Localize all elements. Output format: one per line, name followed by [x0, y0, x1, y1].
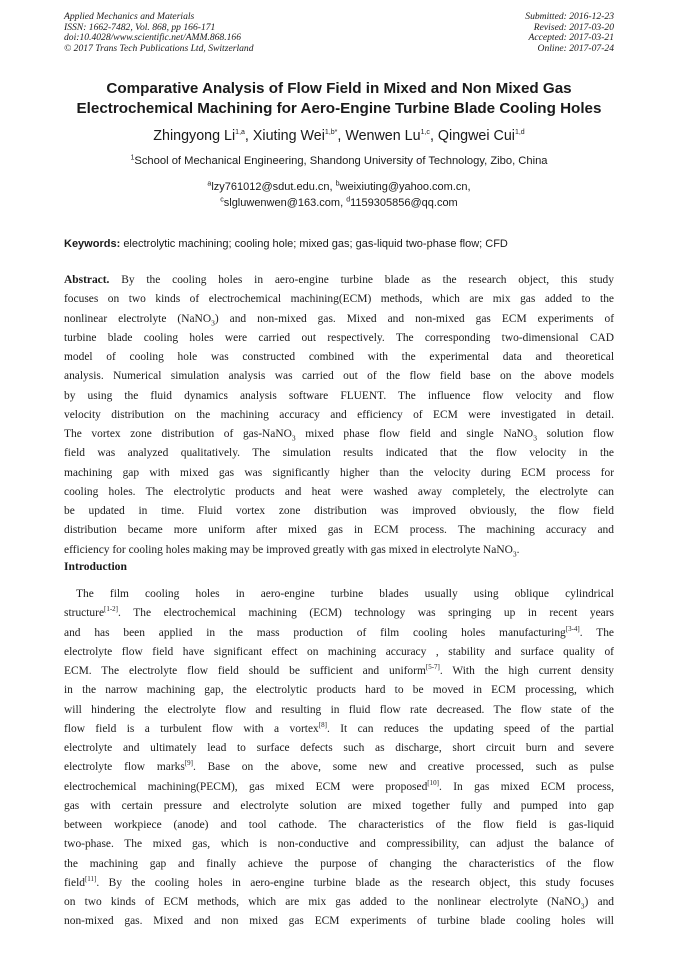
- date-online: Online: 2017-07-24: [537, 42, 614, 54]
- intro-line: the machining gap and finally achieve the purpose of changing the characteristics of the flow: [64, 857, 614, 870]
- date-accepted: Accepted: 2017-03-21: [528, 32, 614, 44]
- keywords-label: Keywords:: [64, 238, 121, 250]
- intro-line: [64, 624, 614, 643]
- abstract-line: model of cooling hole was constructed combined with the experimental data and theoretical: [64, 351, 614, 363]
- author-name: Wenwen Lu: [345, 128, 421, 144]
- intro-line: two-phase. The mixed gas, which is non-conductive and compressibility, can adjust the balance of: [64, 838, 614, 851]
- intro-line: non-mixed gas. Mixed and non mixed gas ECM experiments of turbine blade cooling holes will: [64, 915, 614, 928]
- abstract: [64, 271, 614, 560]
- citation: [10]: [427, 778, 439, 787]
- citation: [5-7]: [425, 663, 440, 672]
- email-b: weixiuting@yahoo.com.cn,: [339, 181, 471, 193]
- subscript: 3: [580, 901, 585, 911]
- intro-line: between workpiece (anode) and tool cathode. The characteristics of the flow field is gas-liquid: [64, 819, 614, 831]
- abstract-text: .: [516, 543, 520, 556]
- journal-issn: ISSN: 1662-7482, Vol. 868, pp 166-171: [64, 21, 216, 33]
- keywords-text: electrolytic machining; cooling hole; mixed gas; gas-liquid two-phase flow; CFD: [123, 238, 508, 250]
- intro-line: [64, 778, 614, 797]
- abstract-line: cooling holes. The electrolytic products and heat were washed away completely, the electrolyte can: [64, 485, 614, 498]
- abstract-line: by using the fluid dynamics analysis software FLUENT. The influence flow velocity and flow: [64, 389, 614, 402]
- publication-dates: [525, 12, 614, 54]
- abstract-line: field was analyzed qualitatively. The simulation results indicated that the flow velocity in the: [64, 447, 614, 460]
- intro-text: ) and: [584, 896, 615, 908]
- affiliation-text: School of Mechanical Engineering, Shandong University of Technology, Zibo, China: [134, 155, 548, 167]
- intro-text: . The electrochemical machining (ECM) technology was springing up in recent years: [118, 607, 614, 620]
- abstract-line: [64, 310, 614, 329]
- abstract-line: [64, 271, 614, 290]
- abstract-text: mixed phase flow field and single NaNO: [295, 428, 534, 440]
- abstract-line: turbine blade cooling holes were carried out respectively. The corresponding two-dimensional CAD: [64, 331, 614, 344]
- author-list: Zhingyong Li$^{1,a}$, Xiuting Wei$^{1,b*}$, Wenwen Lu$^{1,c}$, Qingwei Cui$^{1,d}$: [153, 128, 525, 144]
- email-a: lzy761012@sdut.edu.cn,: [211, 181, 333, 193]
- email-sup: b: [335, 180, 340, 188]
- journal-doi: doi:10.4028/www.scientific.net/AMM.868.166: [64, 32, 242, 44]
- introduction-body: [64, 585, 614, 932]
- intro-text: electrolyte flow marks: [64, 761, 185, 774]
- abstract-text: ) and non-mixed gas. Mixed and non-mixed gas ECM experiments of: [214, 312, 615, 325]
- intro-text: . By the cooling holes in aero-engine turbine blade as the research object, this study focuses: [96, 876, 614, 889]
- intro-line: in the narrow machining gap, the electrolytic products hard to be moved in ECM processing, which: [64, 684, 614, 697]
- journal-name: Applied Mechanics and Materials: [64, 11, 195, 22]
- citation: [1-2]: [104, 605, 119, 614]
- abstract-line: focuses on two kinds of electrochemical machining(ECM) methods, which are mix gas added to the: [64, 293, 614, 306]
- abstract-label: Abstract.: [64, 274, 110, 286]
- paper-title: [40, 79, 638, 119]
- intro-line: [64, 662, 614, 681]
- intro-line: will hindering the electrolyte flow and resulting in fluid flow rate decreased. The flow state of the: [64, 703, 614, 716]
- intro-line: [64, 758, 614, 777]
- abstract-line: analysis. Numerical simulation analysis was carried out of the flow field base on the above models: [64, 370, 614, 383]
- subscript: 3: [211, 317, 215, 327]
- title-line-2: Electrochemical Machining for Aero-Engine Turbine Blade Cooling Holes: [76, 100, 602, 117]
- date-submitted: Submitted: 2016-12-23: [525, 11, 614, 22]
- intro-line: gas with certain pressure and electrolyte solution are mixed together fully and pumped into gap: [64, 799, 614, 812]
- abstract-line: [64, 425, 614, 444]
- intro-text: and has been applied in the mass production of film cooling holes manufacturing: [64, 626, 566, 639]
- abstract-text: solution flow: [536, 428, 614, 440]
- email-c: slgluwenwen@163.com,: [223, 197, 344, 209]
- intro-text: . The: [579, 626, 615, 639]
- intro-line: electrolyte flow field have significant effect on machining accuracy , stability and surface quality of: [64, 645, 614, 658]
- intro-line: electrolyte and ultimately lead to surface defects such as discharge, short circuit burn and severe: [64, 742, 614, 754]
- title-line-1: Comparative Analysis of Flow Field in Mixed and Non Mixed Gas: [106, 80, 572, 97]
- intro-line: [64, 893, 614, 912]
- abstract-line: be updated in time. Fluid vortex zone distribution was improved obviously, the flow field: [64, 505, 614, 517]
- author-affil-sup: 1,c: [420, 129, 430, 137]
- author-emails: [40, 179, 638, 211]
- email-line-1: [40, 179, 638, 195]
- intro-text: . Base on the above, some new and creative processed, such as pulse: [193, 761, 614, 774]
- intro-line: [64, 874, 614, 893]
- journal-copyright: © 2017 Trans Tech Publications Ltd, Switzerland: [64, 42, 254, 54]
- intro-text: field: [64, 876, 85, 889]
- author-affil-sup: 1,d: [514, 129, 525, 137]
- date-revised: Revised: 2017-03-20: [533, 21, 614, 33]
- affiliation-sup: 1: [130, 154, 135, 162]
- section-heading-introduction: Introduction: [64, 560, 127, 573]
- citation: [9]: [184, 759, 193, 768]
- email-sup: a: [207, 180, 212, 188]
- intro-line: [64, 604, 614, 623]
- email-sup: d: [346, 196, 351, 204]
- abstract-line: [64, 541, 614, 560]
- intro-text: flow field is a turbulent flow with a vortex: [64, 722, 319, 735]
- author-name: Qingwei Cui: [437, 128, 515, 144]
- author-name: Xiuting Wei: [252, 128, 325, 144]
- abstract-text: efficiency for cooling holes making may be improved greatly with gas mixed in electrolyte NaNO: [64, 543, 513, 556]
- intro-text: structure: [64, 607, 105, 620]
- intro-line: [64, 720, 614, 739]
- email-line-2: [40, 195, 638, 211]
- subscript: 3: [533, 433, 537, 443]
- intro-text: ECM. The electrolyte flow field should be sufficient and uniform: [64, 665, 426, 677]
- abstract-line: machining gap with mixed gas was significantly higher than the velocity during ECM process for: [64, 466, 614, 479]
- author-affil-sup: 1,a: [235, 129, 245, 137]
- subscript: 3: [291, 433, 296, 443]
- author-name: Zhingyong Li: [153, 128, 236, 144]
- abstract-text: By the cooling holes in aero-engine turbine blade as the research object, this study: [121, 274, 614, 286]
- intro-text: . It can reduces the updating speed of the partial: [326, 722, 614, 735]
- author-affil-sup: 1,b*: [324, 129, 338, 137]
- intro-text: on two kinds of ECM methods, which are mix gas added to the nonlinear electrolyte (NaNO: [64, 896, 581, 908]
- subscript: 3: [512, 548, 517, 558]
- keywords: [64, 237, 614, 251]
- intro-text: . In gas mixed ECM process,: [438, 780, 614, 793]
- intro-text: . With the high current density: [439, 665, 614, 677]
- journal-info: [64, 12, 254, 54]
- email-d: 1159305856@qq.com: [350, 197, 458, 209]
- abstract-line: distribution became more uniform after mixed gas in ECM process. The machining accuracy and: [64, 524, 614, 537]
- citation: [8]: [318, 720, 327, 729]
- abstract-text: nonlinear electrolyte (NaNO: [64, 312, 212, 325]
- citation: [3-4]: [565, 624, 580, 633]
- abstract-line: velocity distribution on the machining accuracy and efficiency of ECM were investigated in detail.: [64, 408, 614, 421]
- affiliation: [40, 154, 638, 168]
- citation: [11]: [84, 874, 97, 883]
- intro-line: The film cooling holes in aero-engine turbine blades usually using oblique cylindrical: [76, 588, 614, 600]
- abstract-text: The vortex zone distribution of gas-NaNO: [64, 428, 292, 440]
- intro-text: electrochemical machining(PECM), gas mixed ECM were proposed: [64, 780, 428, 793]
- email-sup: c: [220, 196, 224, 204]
